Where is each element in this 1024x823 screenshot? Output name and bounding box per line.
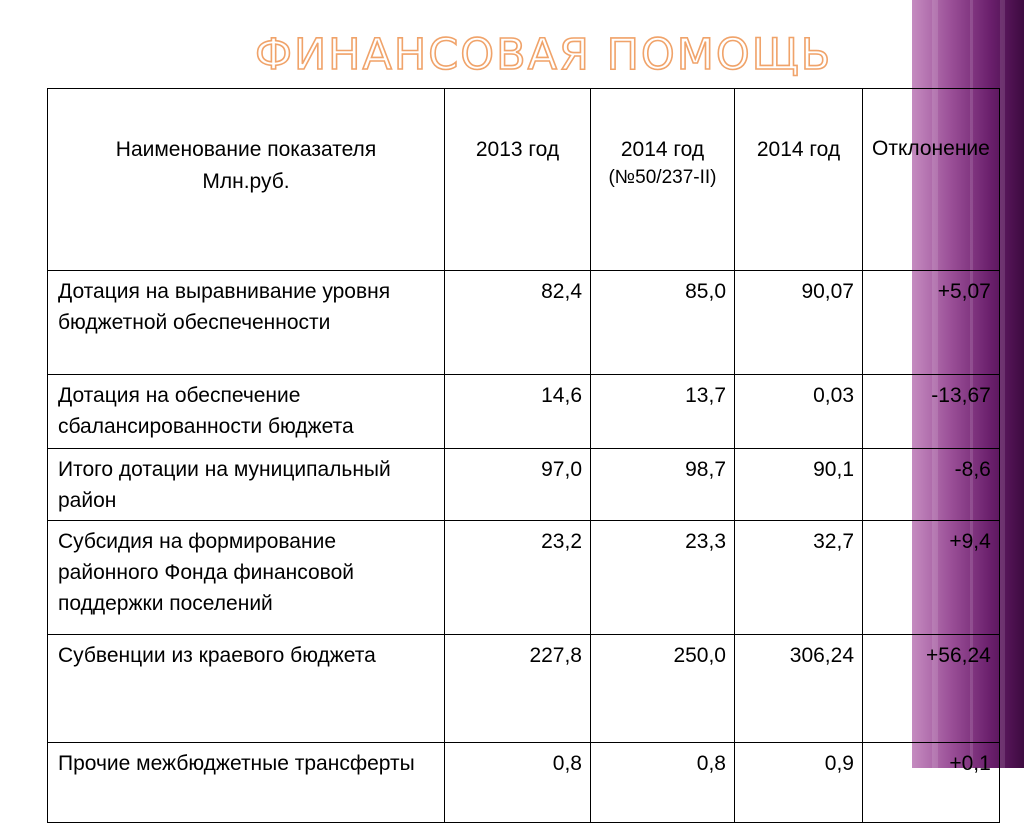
- header-2014-law-label: 2014 год: [620, 138, 705, 161]
- value-2013: 82,4: [445, 271, 591, 375]
- value-2013: 0,8: [445, 743, 591, 823]
- table-header-row: [48, 89, 1000, 271]
- value-2014: 306,24: [735, 635, 863, 743]
- value-2013: 97,0: [445, 449, 591, 521]
- header-deviation: [863, 89, 1000, 271]
- value-2013: 227,8: [445, 635, 591, 743]
- value-2014-law: 98,7: [591, 449, 735, 521]
- table-row: [48, 375, 1000, 449]
- value-deviation: -13,67: [863, 375, 1000, 449]
- value-deviation: +9,4: [863, 521, 1000, 635]
- value-2013: 23,2: [445, 521, 591, 635]
- row-name: Дотация на выравнивание уровня бюджетной обеспеченности: [48, 271, 445, 375]
- value-2014-law: 250,0: [591, 635, 735, 743]
- header-2013: [445, 89, 591, 271]
- value-2014: 90,1: [735, 449, 863, 521]
- header-deviation-label: Отклонение: [872, 137, 990, 160]
- header-2014-label: 2014 год: [756, 138, 841, 161]
- value-deviation: +0,1: [863, 743, 1000, 823]
- value-2014: 0,9: [735, 743, 863, 823]
- row-name: Итого дотации на муниципальный район: [48, 449, 445, 521]
- value-2014: 90,07: [735, 271, 863, 375]
- value-2014: 32,7: [735, 521, 863, 635]
- row-name: Дотация на обеспечение сбалансированности бюджета: [48, 375, 445, 449]
- financial-aid-table: [47, 88, 1000, 823]
- header-name-line2: Млн.руб.: [202, 170, 290, 193]
- table-row: [48, 449, 1000, 521]
- header-2014-law-note: (№50/237-II): [608, 167, 717, 188]
- row-name: Субвенции из краевого бюджета: [48, 635, 445, 743]
- value-deviation: +56,24: [863, 635, 1000, 743]
- value-2014-law: 85,0: [591, 271, 735, 375]
- header-indicator-name: [48, 89, 445, 271]
- value-deviation: +5,07: [863, 271, 1000, 375]
- value-2014-law: 13,7: [591, 375, 735, 449]
- header-name-line1: Наименование показателя: [115, 138, 377, 161]
- sidebar-stripe: [1000, 0, 1005, 768]
- header-2014-law: [591, 89, 735, 271]
- table-row: [48, 743, 1000, 823]
- slide-title: ФИНАНСОВАЯ ПОМОЩЬ: [255, 30, 833, 80]
- row-name: Прочие межбюджетные трансферты: [48, 743, 445, 823]
- value-deviation: -8,6: [863, 449, 1000, 521]
- header-2013-label: 2013 год: [475, 138, 560, 161]
- table-row: [48, 271, 1000, 375]
- header-2014: [735, 89, 863, 271]
- value-2014-law: 23,3: [591, 521, 735, 635]
- row-name: Субсидия на формирование районного Фонда финансовой поддержки поселений: [48, 521, 445, 635]
- value-2014: 0,03: [735, 375, 863, 449]
- value-2013: 14,6: [445, 375, 591, 449]
- table-row: [48, 521, 1000, 635]
- table-row: [48, 635, 1000, 743]
- value-2014-law: 0,8: [591, 743, 735, 823]
